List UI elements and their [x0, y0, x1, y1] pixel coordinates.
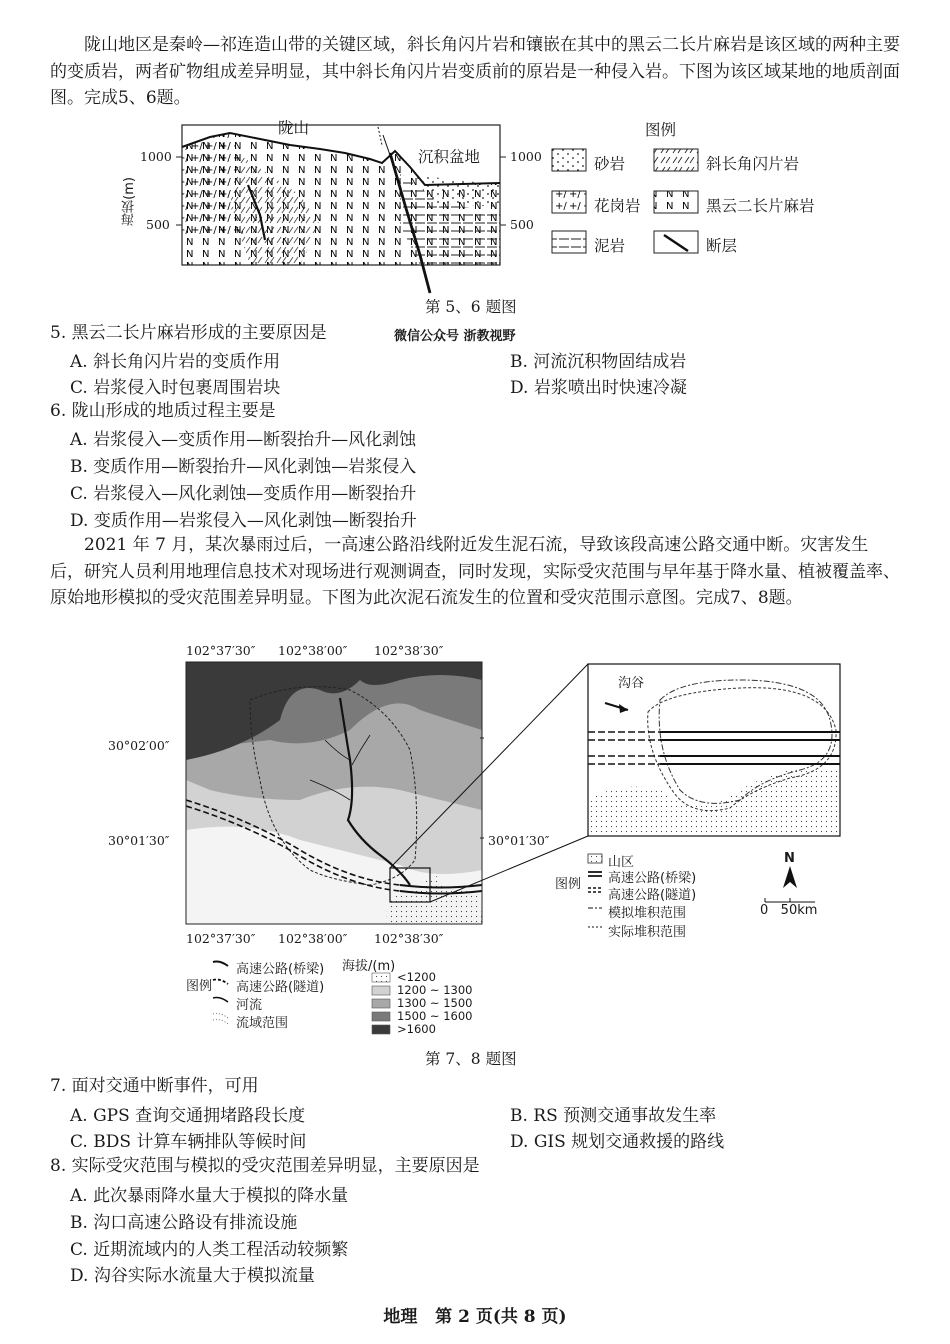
main-legend-watershed: 流域范围: [236, 1016, 289, 1031]
main-legend-title: 图例: [186, 979, 213, 994]
scale-label: 0 50km: [760, 903, 818, 918]
inset-legend-bridge: 高速公路(桥梁): [608, 871, 697, 886]
q8-option-c: C. 近期流域内的人类工程活动较频繁: [70, 1240, 349, 1260]
intro-paragraph-1: 陇山地区是秦岭—祁连造山带的关键区域，斜长角闪片岩和镶嵌在其中的黑云二长片麻岩是该区域的两种主要的变质岩，两者矿物组成差异明显，其中斜长角闪片岩变质前的原岩是一种侵入岩。下图为该区域某地的地质剖面图。完成5、6题。: [50, 35, 900, 108]
q7-option-c: C. BDS 计算车辆排队等候时间: [70, 1132, 307, 1152]
lon-bottom-1: 102°37′30″: [186, 931, 256, 946]
y-axis-label: 海拔(m): [122, 177, 137, 226]
q7-option-b: B. RS 预测交通事故发生率: [510, 1106, 717, 1126]
intro-paragraph-2: 2021 年 7 月，某次暴雨过后，一高速公路沿线附近发生泥石流，导致该段高速公路交通中断。灾害发生后，研究人员利用地理信息技术对现场进行观测调查，同时发现，实际受灾范围与早年基于降水量、植被覆盖率、原始地形模拟的受灾范围差异明显。下图为此次泥石流发生的位置和受灾范围示意图。完成7、8题。: [50, 535, 900, 608]
lat-left-1: 30°02′00″: [108, 738, 170, 753]
q5-option-d: D. 岩浆喷出时快速冷凝: [510, 378, 687, 398]
geologic-section-figure: [120, 115, 840, 305]
q8-option-b: B. 沟口高速公路设有排流设施: [70, 1213, 298, 1233]
label-longshan: 陇山: [278, 119, 310, 137]
legend-granite: 花岗岩: [594, 197, 641, 215]
q6-option-d: D. 变质作用—岩浆侵入—风化剥蚀—断裂抬升: [70, 511, 417, 531]
q7-option-a: A. GPS 查询交通拥堵路段长度: [70, 1106, 306, 1126]
question-8-stem: 8. 实际受灾范围与模拟的受灾范围差异明显，主要原因是: [50, 1156, 480, 1176]
page-footer: 地理 第 2 页(共 8 页): [383, 1307, 567, 1327]
elev-legend-3: 1300 ~ 1500: [397, 996, 473, 1010]
main-legend-bridge: 高速公路(桥梁): [236, 962, 325, 977]
inset-legend-mountain: 山区: [608, 855, 635, 870]
lon-bottom-3: 102°38′30″: [374, 931, 444, 946]
q5-option-b: B. 河流沉积物固结成岩: [510, 352, 687, 372]
lat-right-2: 30°01′30″: [488, 833, 550, 848]
figure-1-caption: 第 5、6 题图: [425, 298, 517, 316]
legend-fault: 断层: [706, 237, 738, 255]
elev-legend-2: 1200 ~ 1300: [397, 983, 473, 997]
lon-bottom-2: 102°38′00″: [278, 931, 348, 946]
main-legend-tunnel: 高速公路(隧道): [236, 980, 325, 995]
debris-flow-map-figure: [100, 640, 900, 1040]
q8-option-a: A. 此次暴雨降水量大于模拟的降水量: [70, 1186, 349, 1206]
elev-legend-5: >1600: [397, 1022, 436, 1036]
lat-left-2: 30°01′30″: [108, 833, 170, 848]
label-sedimentary-basin: 沉积盆地: [418, 148, 481, 166]
q6-option-a: A. 岩浆侵入—变质作用—断裂抬升—风化剥蚀: [70, 430, 417, 450]
tick-500-right: 500: [510, 217, 534, 232]
q5-option-a: A. 斜长角闪片岩的变质作用: [70, 352, 281, 372]
inset-legend-simulated: 模拟堆积范围: [608, 906, 687, 921]
legend-gneiss: 黑云二长片麻岩: [706, 197, 815, 215]
q5-option-c: C. 岩浆侵入时包裹周围岩块: [70, 378, 281, 398]
legend-amphibole-schist: 斜长角闪片岩: [706, 155, 800, 173]
inset-legend-title: 图例: [555, 877, 582, 892]
elevation-legend-title: 海拔/(m): [342, 959, 396, 974]
lon-top-2: 102°38′00″: [278, 643, 348, 658]
elev-legend-1: <1200: [397, 970, 436, 984]
elev-legend-4: 1500 ~ 1600: [397, 1009, 473, 1023]
tick-1000-right: 1000: [510, 149, 542, 164]
inset-legend-actual: 实际堆积范围: [608, 925, 687, 940]
question-7-stem: 7. 面对交通中断事件，可用: [50, 1076, 259, 1096]
main-legend-river: 河流: [236, 998, 263, 1013]
legend-mudstone: 泥岩: [594, 237, 626, 255]
question-6-stem: 6. 陇山形成的地质过程主要是: [50, 401, 276, 421]
legend-sandstone: 砂岩: [594, 155, 626, 173]
north-label: N: [784, 851, 795, 866]
q8-option-d: D. 沟谷实际水流量大于模拟流量: [70, 1266, 315, 1286]
q6-option-b: B. 变质作用—断裂抬升—风化剥蚀—岩浆侵入: [70, 457, 417, 477]
legend-title-1: 图例: [645, 121, 677, 139]
lon-top-3: 102°38′30″: [374, 643, 444, 658]
lon-top-1: 102°37′30″: [186, 643, 256, 658]
question-5-stem: 5. 黑云二长片麻岩形成的主要原因是: [50, 323, 327, 343]
watermark-text: 微信公众号 浙教视野: [394, 329, 516, 344]
q7-option-d: D. GIS 规划交通救援的路线: [510, 1132, 725, 1152]
figure-2-caption: 第 7、8 题图: [425, 1050, 517, 1068]
tick-500-left: 500: [146, 217, 170, 232]
tick-1000-left: 1000: [140, 149, 172, 164]
inset-gully-label: 沟谷: [618, 676, 645, 691]
q6-option-c: C. 岩浆侵入—风化剥蚀—变质作用—断裂抬升: [70, 484, 417, 504]
inset-legend-tunnel: 高速公路(隧道): [608, 888, 697, 903]
